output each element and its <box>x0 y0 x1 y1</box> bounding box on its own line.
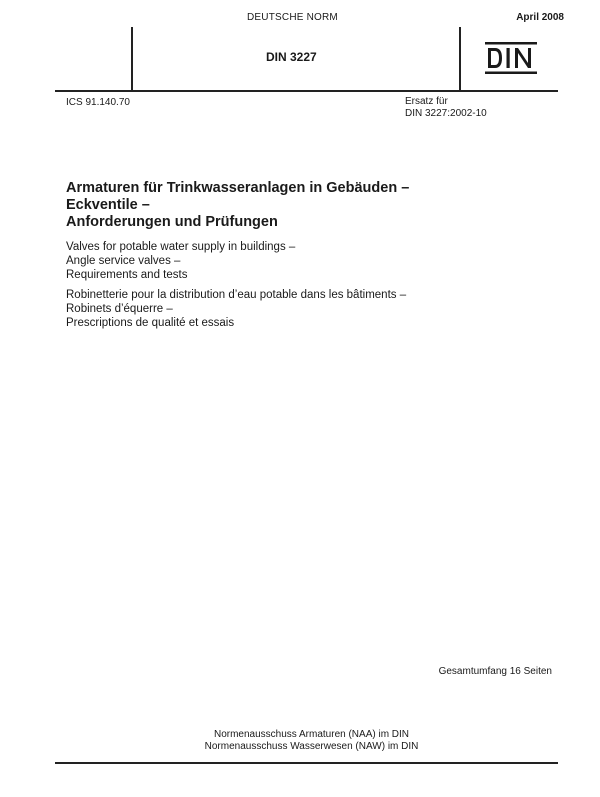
replaces-label: Ersatz für <box>405 96 448 107</box>
committees-footer <box>0 729 600 753</box>
title-french <box>66 288 406 330</box>
committee-line: Normenausschuss Wasserwesen (NAW) im DIN <box>204 741 419 752</box>
din-logo <box>485 42 537 74</box>
title-german-line: Anforderungen und Prüfungen <box>66 214 278 230</box>
ics-code: ICS 91.140.70 <box>66 97 130 108</box>
title-english-line: Valves for potable water supply in buildings – <box>66 241 296 253</box>
title-english-line: Angle service valves – <box>66 255 181 267</box>
title-english <box>66 240 295 282</box>
header-rule <box>55 90 558 92</box>
title-french-line: Prescriptions de qualité et essais <box>66 317 235 329</box>
footer-rule <box>55 762 558 764</box>
title-french-line: Robinets d’équerre – <box>66 303 173 315</box>
total-pages: Gesamtumfang 16 Seiten <box>438 666 552 677</box>
title-german-line: Armaturen für Trinkwasseranlagen in Gebäuden – <box>66 180 410 196</box>
title-french-line: Robinetterie pour la distribution d’eau potable dans les bâtiments – <box>66 289 407 301</box>
header-divider-left <box>131 27 133 90</box>
replaces-value: DIN 3227:2002-10 <box>405 108 487 119</box>
standard-type-label: DEUTSCHE NORM <box>247 12 338 23</box>
publication-date: April 2008 <box>516 12 564 23</box>
header-divider-right <box>459 27 461 90</box>
title-german-line: Eckventile – <box>66 197 150 213</box>
standard-number: DIN 3227 <box>266 50 317 64</box>
replaces-block <box>405 96 487 120</box>
title-english-line: Requirements and tests <box>66 269 188 281</box>
committee-line: Normenausschuss Armaturen (NAA) im DIN <box>213 729 410 740</box>
title-german <box>66 180 409 231</box>
